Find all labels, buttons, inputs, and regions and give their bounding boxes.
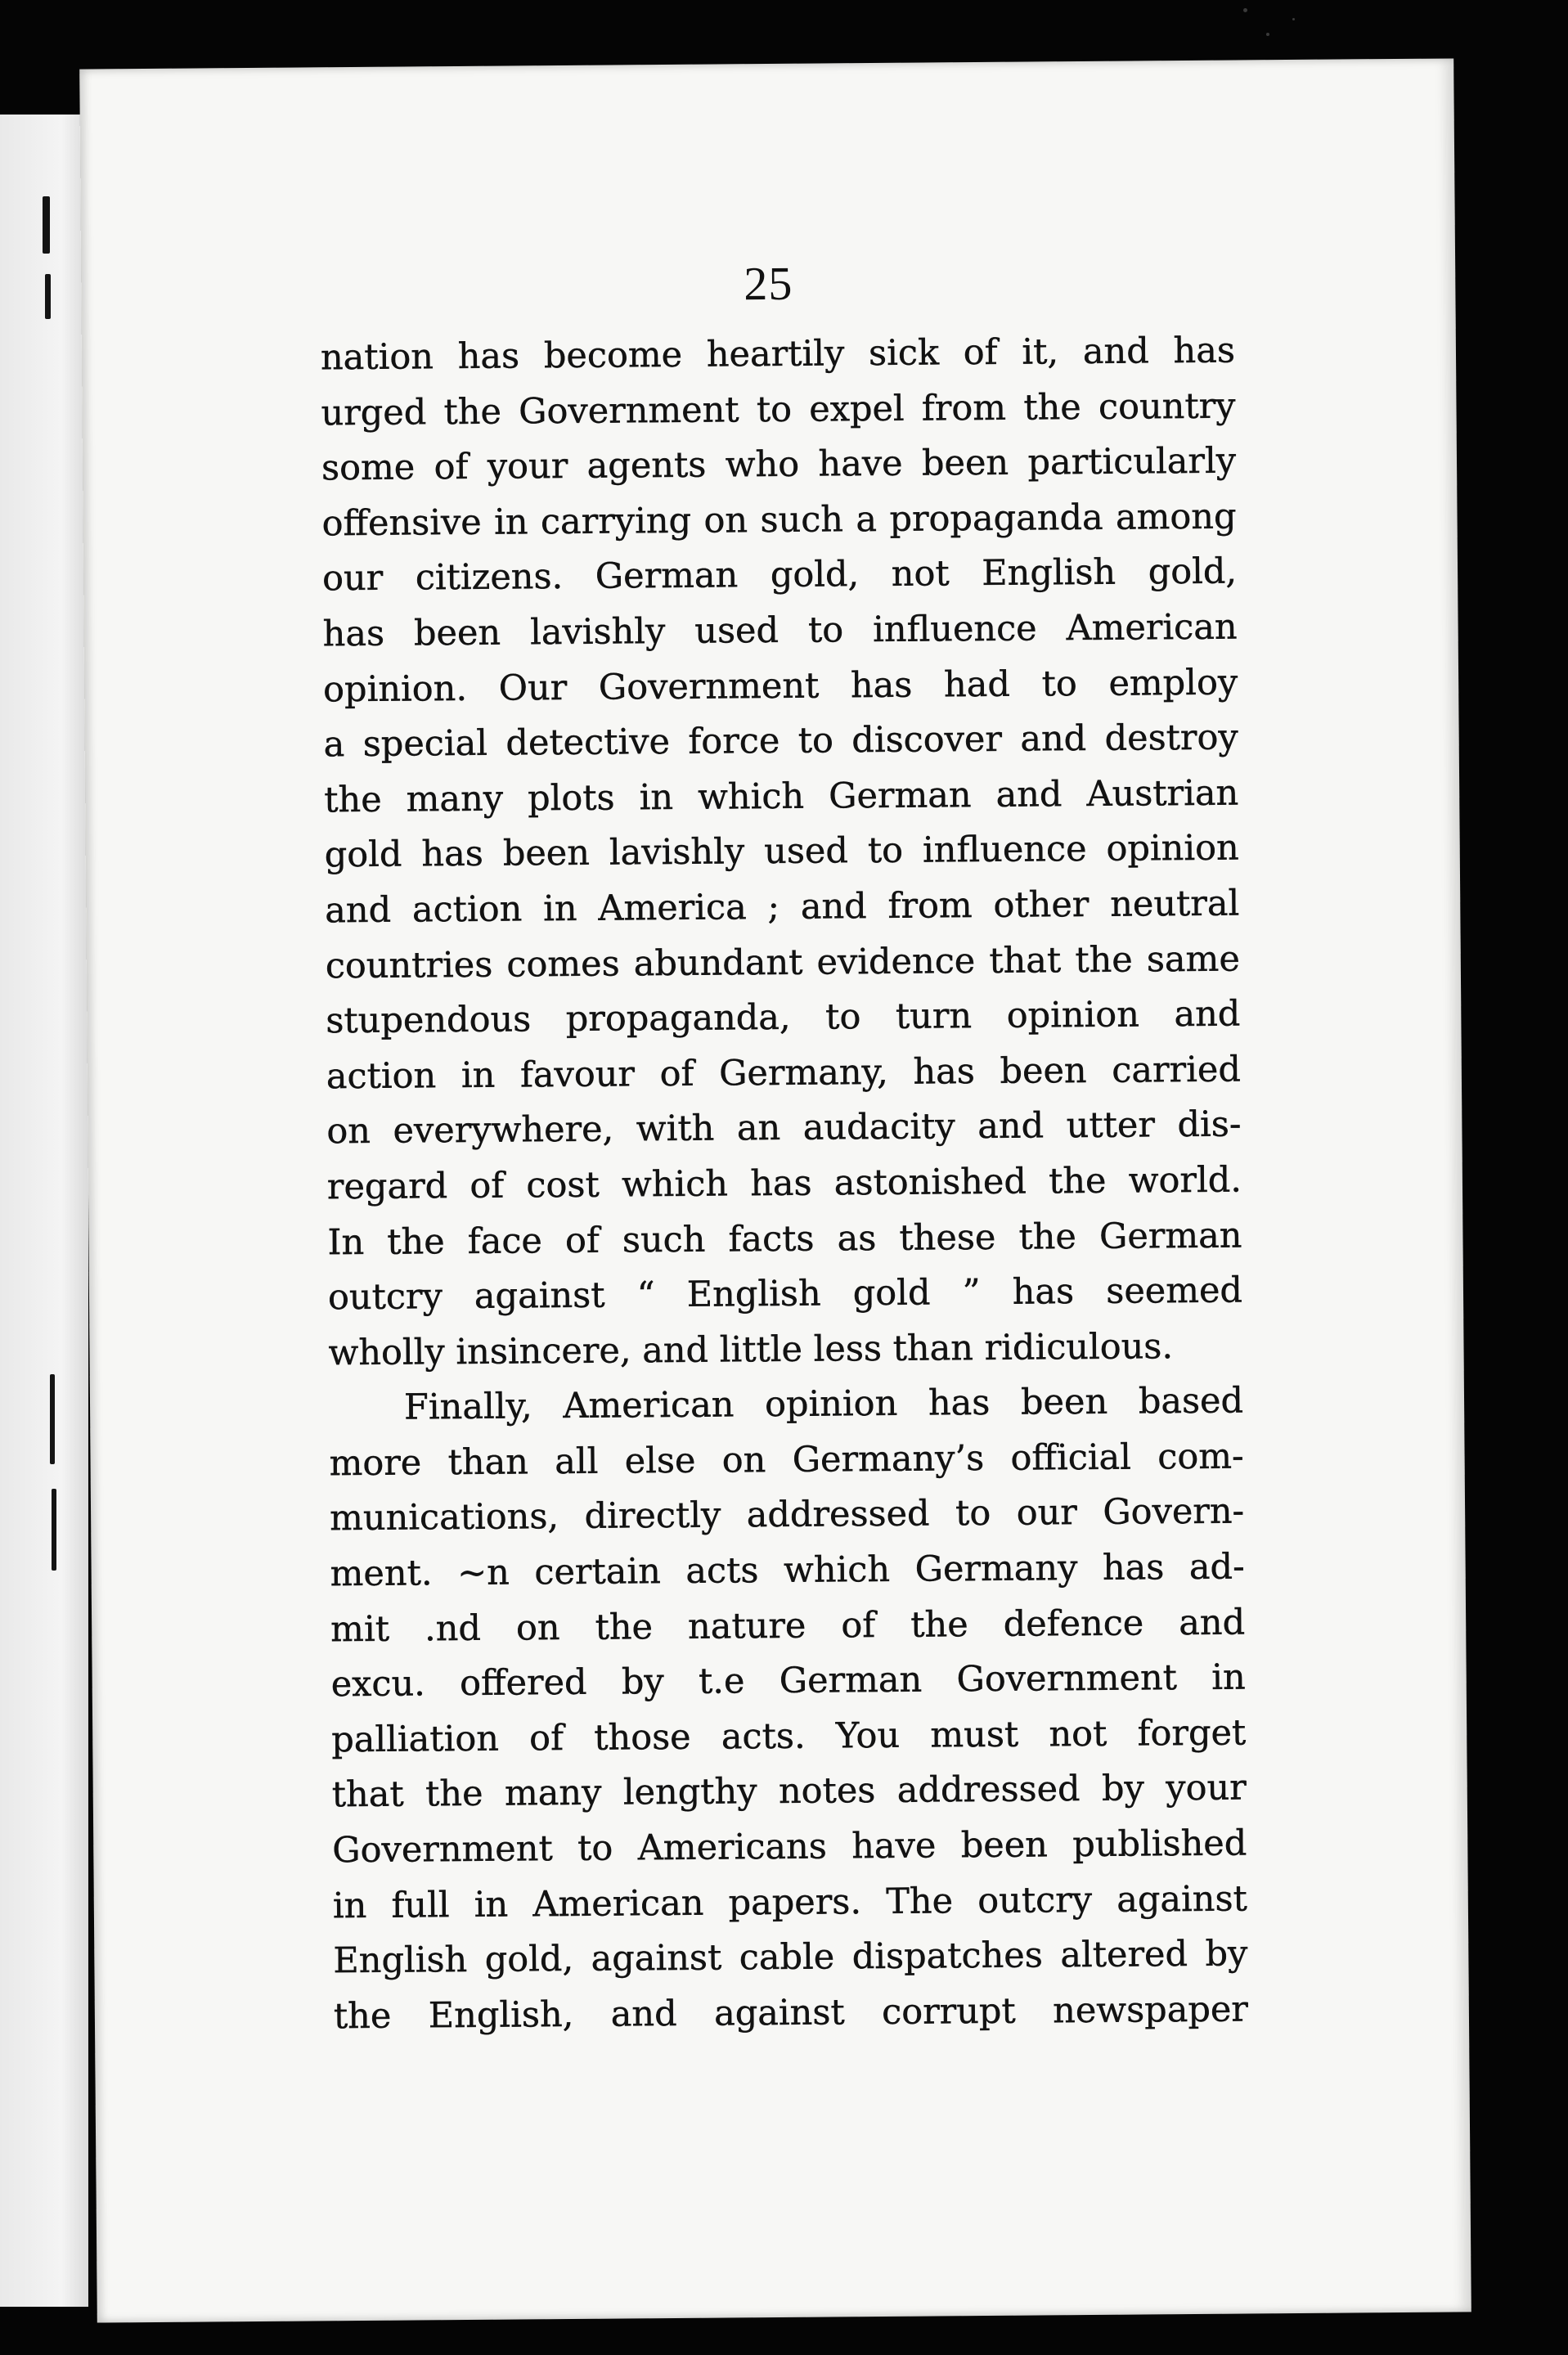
book-page bbox=[79, 58, 1471, 2322]
text-line: stupendous propaganda, to turn opinion and bbox=[326, 993, 1241, 1042]
text-line: opinion. Our Government has had to employ bbox=[322, 662, 1238, 710]
text-line: wholly insincere, and little less than ridiculous. bbox=[328, 1325, 1174, 1373]
scan-speck bbox=[1266, 33, 1269, 36]
text-line: that the many lengthy notes addressed by your bbox=[331, 1767, 1247, 1816]
text-line: outcry against “ English gold ” has seemed bbox=[327, 1270, 1243, 1319]
text-line: the English, and against corrupt newspaper bbox=[333, 1989, 1249, 2038]
text-line: regard of cost which has astonished the world. bbox=[326, 1159, 1242, 1208]
text-line: more than all else on Germany’s official com- bbox=[329, 1436, 1244, 1485]
text-line: in full in American papers. The outcry against bbox=[332, 1878, 1248, 1926]
page-number: 25 bbox=[744, 256, 793, 311]
text-line: nation has become heartily sick of it, and has bbox=[320, 330, 1236, 379]
text-line: English gold, against cable dispatches altered by bbox=[333, 1933, 1248, 1982]
scan-speck bbox=[1292, 18, 1295, 20]
text-line: and action in America ; and from other neutral bbox=[325, 883, 1240, 932]
text-line: munications, directly addressed to our Govern- bbox=[329, 1490, 1245, 1539]
text-line: our citizens. German gold, not English gold, bbox=[321, 551, 1238, 600]
text-line-paragraph-start: Finally, American opinion has been based bbox=[403, 1380, 1244, 1428]
scan-speck bbox=[1243, 8, 1247, 12]
text-line: gold has been lavishly used to influence opinion bbox=[324, 827, 1239, 876]
text-line: ment. ~n certain acts which Germany has ad- bbox=[330, 1546, 1245, 1595]
gutter-mark bbox=[45, 274, 51, 319]
text-line: a special detective force to discover and destroy bbox=[323, 717, 1238, 766]
gutter-mark bbox=[43, 196, 50, 254]
text-line: Government to Americans have been published bbox=[332, 1822, 1247, 1872]
gutter-mark bbox=[50, 1374, 55, 1464]
text-line: countries comes abundant evidence that the same bbox=[325, 938, 1240, 986]
text-line: has been lavishly used to influence American bbox=[322, 606, 1238, 655]
facing-page-edge bbox=[0, 115, 88, 2307]
text-line: mit .nd on the nature of the defence and bbox=[330, 1602, 1246, 1650]
text-line: on everywhere, with an audacity and utter dis- bbox=[326, 1103, 1242, 1153]
text-line: palliation of those acts. You must not forget bbox=[331, 1712, 1247, 1761]
text-line: action in favour of Germany, has been carried bbox=[326, 1049, 1242, 1098]
gutter-mark bbox=[52, 1489, 56, 1571]
text-line: In the face of such facts as these the German bbox=[327, 1215, 1242, 1263]
text-line: urged the Government to expel from the country bbox=[321, 385, 1236, 434]
text-line: excu. offered by t.e German Government in bbox=[330, 1656, 1246, 1706]
body-text bbox=[321, 324, 1248, 2045]
text-line: some of your agents who have been particularly bbox=[321, 440, 1237, 489]
text-line: offensive in carrying on such a propaganda among bbox=[321, 496, 1237, 545]
text-line: the many plots in which German and Austrian bbox=[324, 772, 1239, 821]
